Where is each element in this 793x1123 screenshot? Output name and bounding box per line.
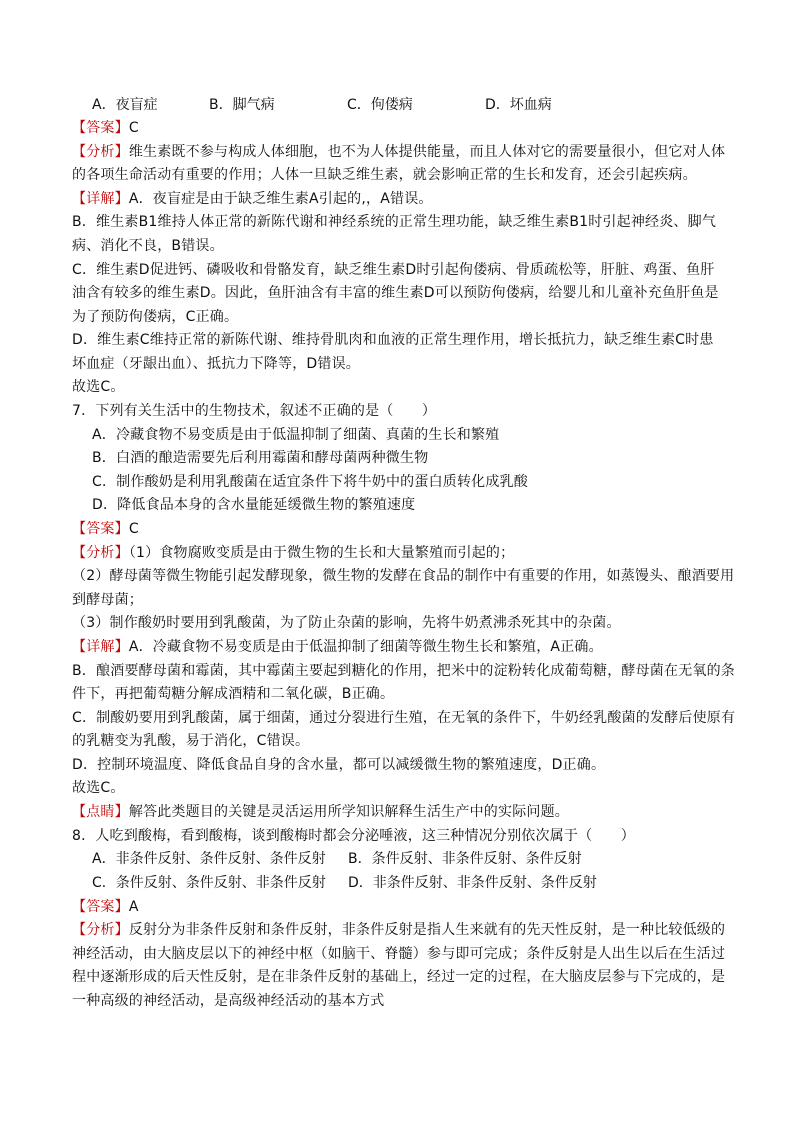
q7-option-d: D．降低食品本身的含水量能延缓微生物的繁殖速度 (92, 497, 416, 513)
answer-value: C (128, 120, 139, 136)
q7-analysis-line: （2）酵母菌等微生物能引起发酵现象，微生物的发酵在食品的制作中有重要的作用，如蒸馒头、酿酒要用 (72, 568, 735, 584)
q8-answer (72, 897, 139, 917)
q8-analysis-line: 【分析】反射分为非条件反射和条件反射，非条件反射是指人生来就有的先天性反射，是一种比较低级的 (72, 922, 726, 938)
q6-analysis-line: 【分析】维生素既不参与构成人体细胞，也不为人体提供能量，而且人体对它的需要量很小，但它对人体 (72, 144, 726, 160)
q7-analysis-line: （3）制作酸奶时要用到乳酸菌，为了防止杂菌的影响，先将牛奶煮沸杀死其中的杂菌。 (72, 615, 621, 631)
q6-detail-line: 病、消化不良，B错误。 (72, 238, 224, 254)
q6-analysis-line: 的各项生命活动有重要的作用；人体一旦缺乏维生素，就会影响正常的生长和发育，还会引起疾病。 (72, 167, 697, 183)
q8-analysis-line: 一种高级的神经活动，是高级神经活动的基本方式 (72, 993, 385, 1009)
q6-conclusion: 故选C。 (72, 379, 125, 395)
q6-option-b: B．脚气病 (209, 97, 275, 113)
analysis-tag: 【分析】 (72, 545, 129, 561)
q7-option-b: B．白酒的酿造需要先后利用霉菌和酵母菌两种微生物 (92, 450, 429, 466)
q8-option-c: C．条件反射、条件反射、非条件反射 (92, 875, 326, 891)
q7-conclusion: 故选C。 (72, 780, 125, 796)
answer-value: C (128, 521, 139, 537)
q6-detail-line: 为了预防佝偻病，C正确。 (72, 309, 239, 325)
comment-tag: 【点睛】 (72, 804, 129, 820)
q6-detail-line: 【详解】A．夜盲症是由于缺乏维生素A引起的,，A错误。 (72, 191, 433, 207)
q8-analysis-line: 程中逐渐形成的后天性反射，是在非条件反射的基础上，经过一定的过程，在大脑皮层参与下完成的，是 (72, 969, 726, 985)
q6-answer (72, 118, 139, 138)
q7-analysis-line: 【分析】（1）食物腐败变质是由于微生物的生长和大量繁殖而引起的； (72, 545, 515, 561)
q7-detail-line: B．酿酒要酵母菌和霉菌，其中霉菌主要起到糖化的作用，把米中的淀粉转化成葡萄糖，酵母菌在无氧的条 (72, 663, 736, 679)
analysis-tag: 【分析】 (72, 922, 129, 938)
answer-tag: 【答案】 (72, 899, 129, 915)
q6-detail-line: C．维生素D促进钙、磷吸收和骨骼发育，缺乏维生素D时引起佝偻病、骨质疏松等，肝脏、鸡蛋、鱼肝 (72, 262, 715, 278)
q6-option-a: A．夜盲症 (92, 97, 158, 113)
q8-stem: 8．人吃到酸梅，看到酸梅，谈到酸梅时都会分泌唾液，这三种情况分别依次属于（ ） (72, 828, 635, 844)
q6-detail-line: B．维生素B1维持人体正常的新陈代谢和神经系统的正常生理功能，缺乏维生素B1时引起神经炎、脚气 (72, 214, 717, 230)
q7-answer (72, 519, 139, 539)
q7-detail-line: 【详解】A．冷藏食物不易变质是由于低温抑制了细菌等微生物生长和繁殖，A正确。 (72, 639, 603, 655)
q6-detail-line: D．维生素C维持正常的新陈代谢、维持骨肌肉和血液的正常生理作用，增长抵抗力，缺乏维生素C时患 (72, 332, 714, 348)
q6-option-d: D．坏血病 (485, 97, 552, 113)
answer-tag: 【答案】 (72, 120, 129, 136)
q7-analysis-line: 到酵母菌； (72, 592, 143, 608)
q7-detail-line: 件下，再把葡萄糖分解成酒精和二氧化碳，B正确。 (72, 686, 395, 702)
answer-value: A (128, 899, 139, 915)
q6-detail-line: 坏血症（牙龈出血）、抵抗力下降等，D错误。 (72, 356, 360, 372)
detail-tag: 【详解】 (72, 639, 129, 655)
q6-option-c: C．佝偻病 (347, 97, 413, 113)
q7-option-a: A．冷藏食物不易变质是由于低温抑制了细菌、真菌的生长和繁殖 (92, 427, 500, 443)
q6-detail-line: 油含有较多的维生素D。因此，鱼肝油含有丰富的维生素D可以预防佝偻病，给婴儿和儿童补充鱼肝鱼是 (72, 285, 719, 301)
q7-comment: 【点睛】解答此类题目的关键是灵活运用所学知识解释生活生产中的实际问题。 (72, 804, 570, 820)
q8-analysis-line: 神经活动，由大脑皮层以下的神经中枢（如脑干、脊髓）参与即可完成；条件反射是人出生以后在生活过 (72, 946, 726, 962)
q7-detail-line: C．制酸奶要用到乳酸菌，属于细菌，通过分裂进行生殖，在无氧的条件下，牛奶经乳酸菌的发酵后使原有 (72, 710, 736, 726)
q7-detail-line: 的乳糖变为乳酸，易于消化，C错误。 (72, 733, 310, 749)
q8-option-a: A．非条件反射、条件反射、条件反射 (92, 851, 326, 867)
q7-detail-line: D．控制环境温度、降低食品自身的含水量，都可以减缓微生物的繁殖速度，D正确。 (72, 757, 606, 773)
q8-option-b: B．条件反射、非条件反射、条件反射 (348, 851, 582, 867)
q7-stem: 7．下列有关生活中的生物技术，叙述不正确的是（ ） (72, 403, 437, 419)
detail-tag: 【详解】 (72, 191, 129, 207)
q8-option-d: D．非条件反射、非条件反射、条件反射 (348, 875, 597, 891)
answer-tag: 【答案】 (72, 521, 129, 537)
q7-option-c: C．制作酸奶是利用乳酸菌在适宜条件下将牛奶中的蛋白质转化成乳酸 (92, 474, 528, 490)
analysis-tag: 【分析】 (72, 144, 129, 160)
